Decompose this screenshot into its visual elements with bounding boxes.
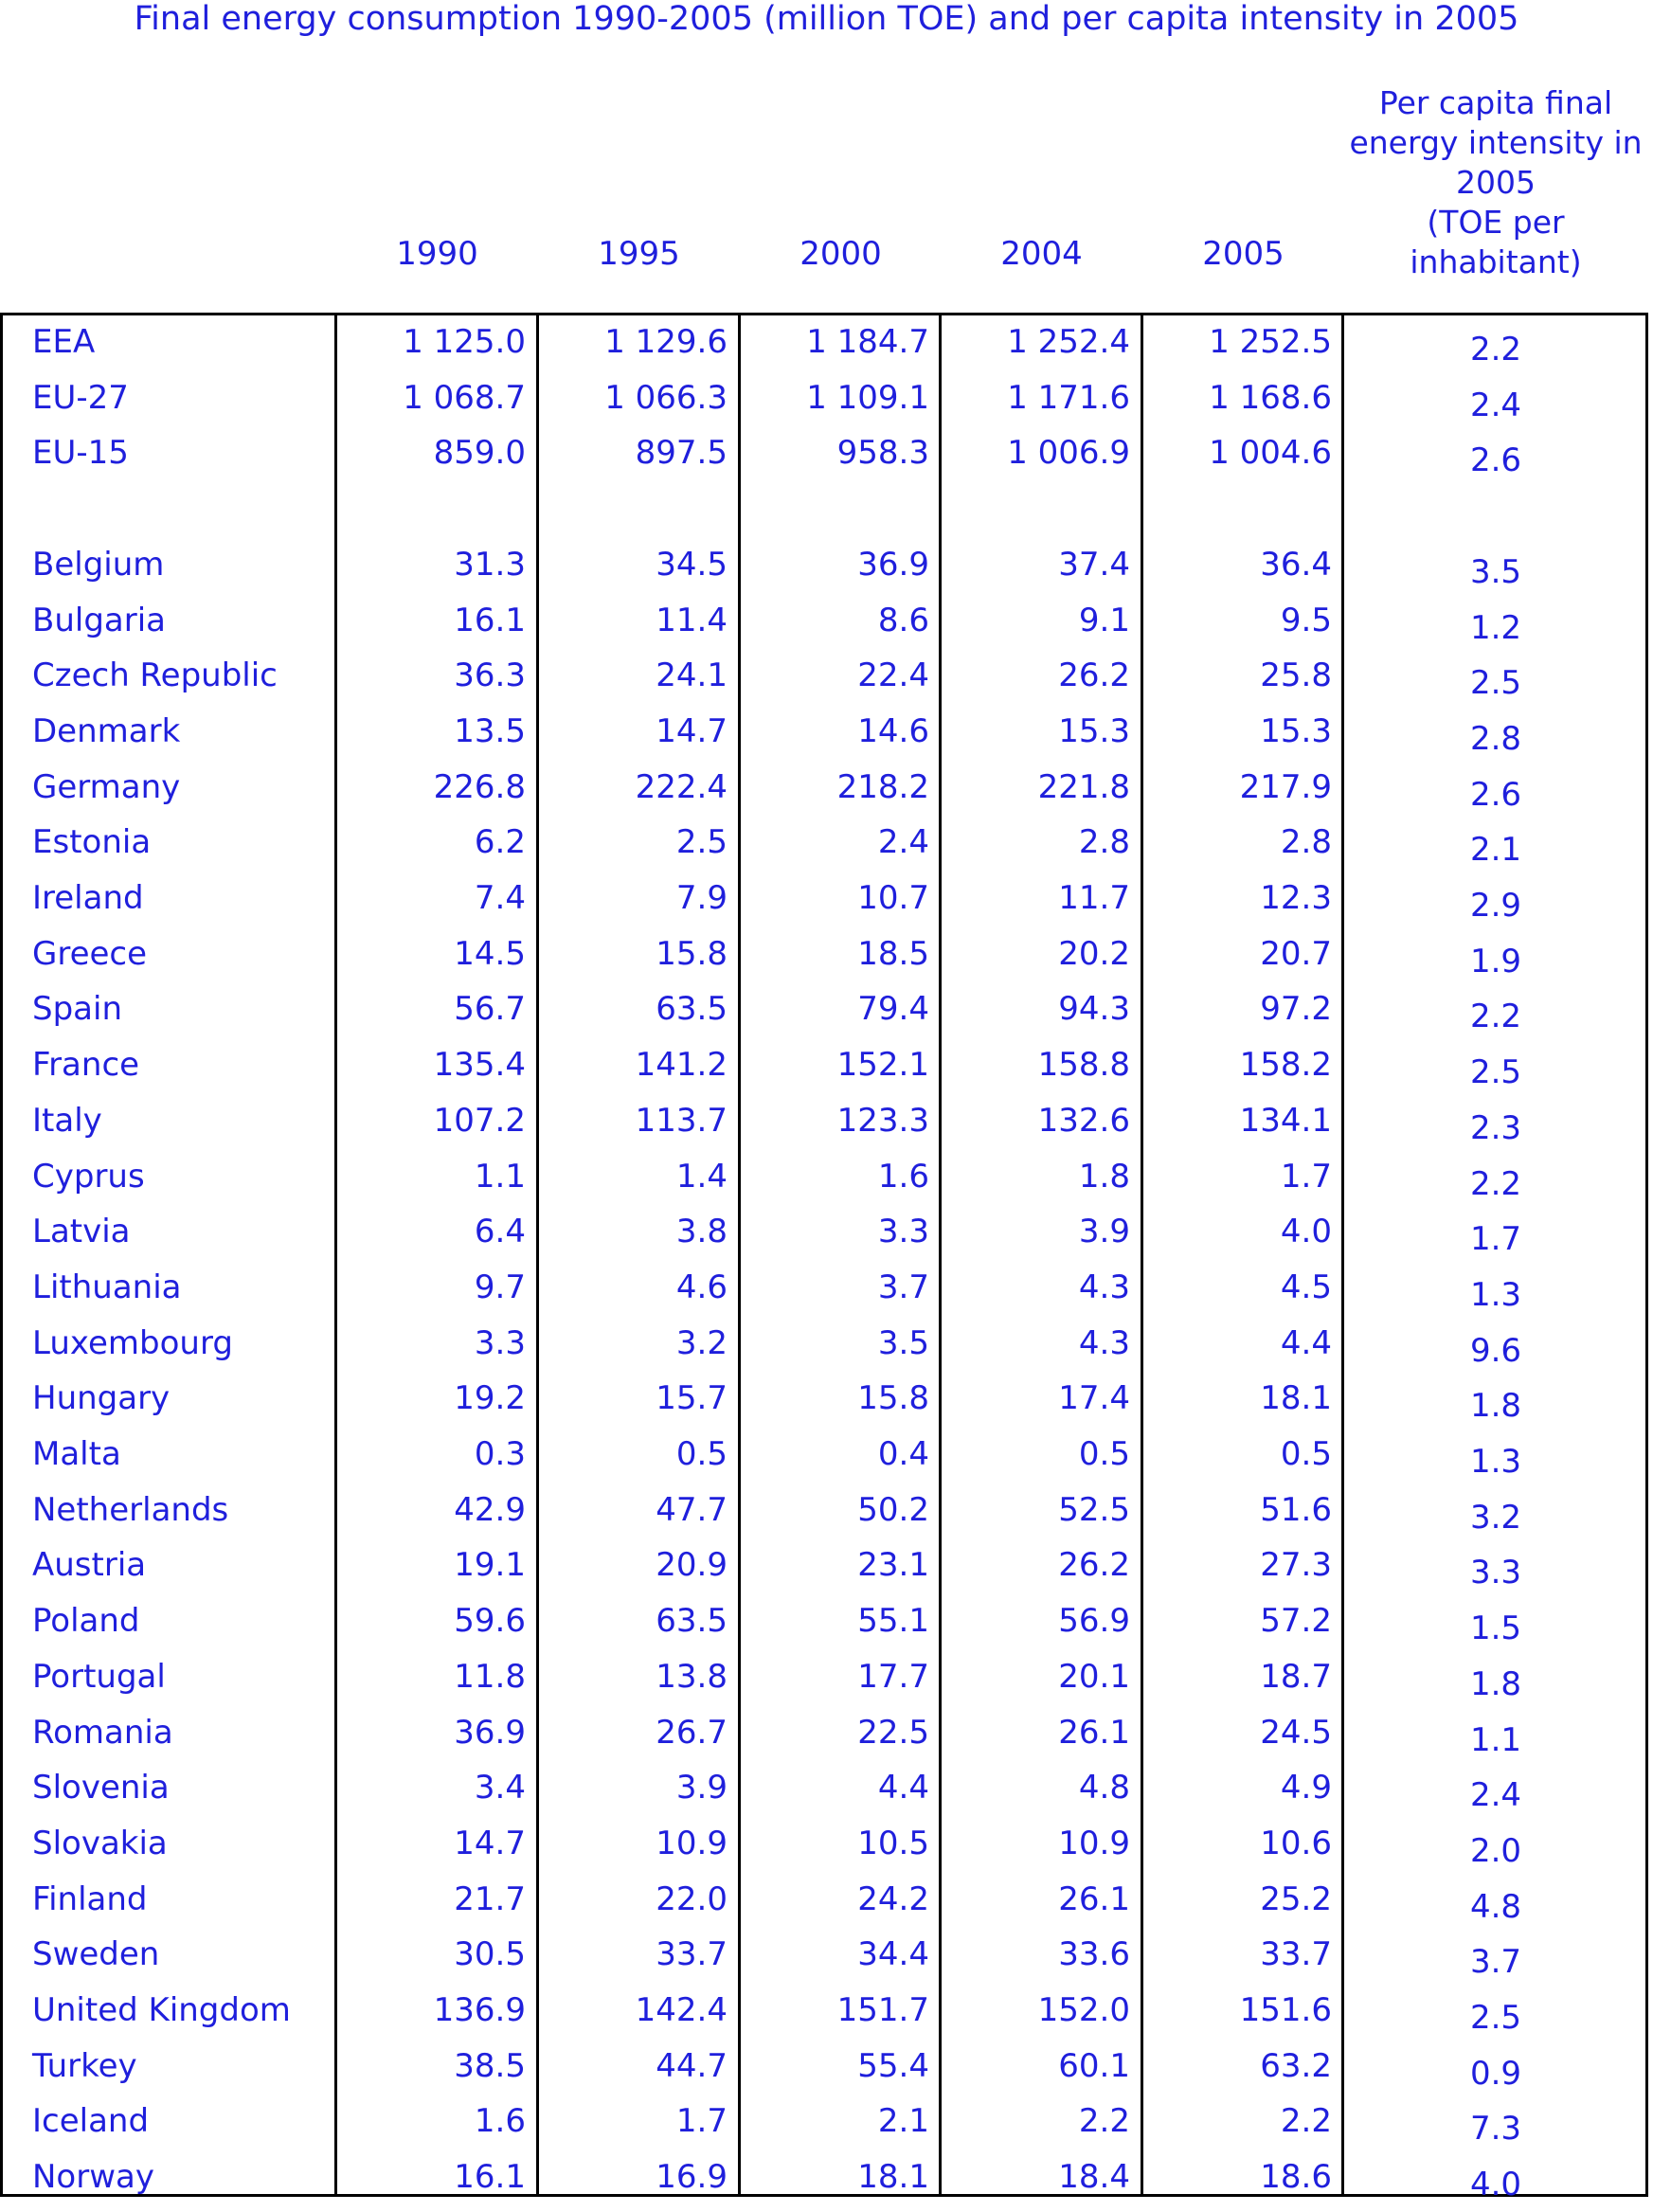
intensity-value: 2.4 (1469, 386, 1522, 424)
intensity-value: 2.1 (1469, 831, 1522, 870)
cell-value: 3.9 (1078, 1213, 1130, 1251)
table-row (0, 1204, 1653, 1259)
intensity-value: 2.9 (1469, 887, 1522, 925)
cell-value: 13.5 (454, 711, 526, 750)
cell-value: 9.1 (1078, 601, 1130, 639)
country-name: Denmark (32, 711, 181, 750)
intensity-value: 2.2 (1469, 1164, 1522, 1203)
cell-value: 2.5 (675, 823, 728, 862)
cell-value: 55.1 (857, 1602, 929, 1641)
cell-value: 18.4 (1058, 2158, 1130, 2197)
table-row (0, 760, 1653, 815)
country-name: Cyprus (32, 1157, 145, 1196)
cell-value: 217.9 (1239, 767, 1332, 806)
intensity-value: 2.5 (1469, 1053, 1522, 1092)
table-row (0, 1149, 1653, 1204)
cell-value: 6.4 (474, 1213, 526, 1251)
intensity-value: 2.2 (1469, 331, 1522, 369)
table-row (0, 1872, 1653, 1927)
cell-value: 859.0 (433, 434, 526, 473)
cell-value: 22.0 (656, 1879, 728, 1918)
cell-value: 11.4 (656, 601, 728, 639)
country-name: Netherlands (32, 1490, 229, 1529)
table-row (0, 1593, 1653, 1648)
year-header: 1995 (598, 235, 680, 273)
table-row (0, 593, 1653, 648)
cell-value: 20.7 (1260, 934, 1332, 973)
cell-value: 2.8 (1078, 823, 1130, 862)
table-row (0, 704, 1653, 759)
country-name: EEA (32, 323, 96, 361)
table-row (0, 1927, 1653, 1982)
table-row (0, 1760, 1653, 1815)
country-name: Iceland (32, 2102, 150, 2141)
cell-value: 11.8 (454, 1657, 526, 1696)
intensity-value: 2.4 (1469, 1776, 1522, 1815)
cell-value: 25.8 (1260, 656, 1332, 695)
country-name: France (32, 1046, 140, 1085)
country-name: EU-15 (32, 434, 129, 473)
cell-value: 44.7 (656, 2046, 728, 2085)
cell-value: 18.6 (1260, 2158, 1332, 2197)
intensity-value: 3.2 (1469, 1498, 1522, 1537)
cell-value: 4.8 (1078, 1769, 1130, 1807)
cell-value: 1 125.0 (403, 323, 526, 361)
cell-value: 1 066.3 (604, 378, 728, 417)
cell-value: 1.4 (675, 1157, 728, 1196)
cell-value: 1.1 (474, 1157, 526, 1196)
cell-value: 20.9 (656, 1546, 728, 1585)
page-title: Final energy consumption 1990-2005 (million TOE) and per capita intensity in 2005 (134, 0, 1519, 38)
cell-value: 14.6 (857, 711, 929, 750)
cell-value: 26.7 (656, 1713, 728, 1752)
cell-value: 3.3 (474, 1323, 526, 1362)
intensity-value: 3.7 (1469, 1943, 1522, 1982)
cell-value: 0.4 (877, 1435, 929, 1473)
intensity-value: 2.0 (1469, 1831, 1522, 1870)
country-name: Greece (32, 934, 148, 973)
cell-value: 1.8 (1078, 1157, 1130, 1196)
cell-value: 0.5 (1078, 1435, 1130, 1473)
table-row (0, 1427, 1653, 1482)
intensity-value: 4.8 (1469, 1887, 1522, 1926)
country-name: Turkey (32, 2046, 137, 2085)
country-name: Luxembourg (32, 1323, 233, 1362)
cell-value: 226.8 (433, 767, 526, 806)
intensity-value: 3.5 (1469, 552, 1522, 591)
intensity-value: 1.9 (1469, 942, 1522, 980)
cell-value: 1 004.6 (1209, 434, 1332, 473)
cell-value: 11.7 (1058, 879, 1130, 917)
cell-value: 221.8 (1037, 767, 1130, 806)
table-row (0, 815, 1653, 870)
cell-value: 21.7 (454, 1879, 526, 1918)
cell-value: 13.8 (656, 1657, 728, 1696)
cell-value: 42.9 (454, 1490, 526, 1529)
cell-value: 18.7 (1260, 1657, 1332, 1696)
country-name: Slovakia (32, 1824, 168, 1862)
cell-value: 26.1 (1058, 1879, 1130, 1918)
intensity-value: 9.6 (1469, 1331, 1522, 1370)
table-row (0, 1816, 1653, 1871)
cell-value: 1.6 (474, 2102, 526, 2141)
table-row (0, 871, 1653, 926)
country-name: Poland (32, 1602, 140, 1641)
cell-value: 34.4 (857, 1935, 929, 1974)
cell-value: 2.2 (1078, 2102, 1130, 2141)
cell-value: 3.2 (675, 1323, 728, 1362)
cell-value: 1.7 (675, 2102, 728, 2141)
cell-value: 55.4 (857, 2046, 929, 2085)
year-header: 2005 (1202, 235, 1285, 273)
cell-value: 15.8 (857, 1379, 929, 1418)
cell-value: 10.6 (1260, 1824, 1332, 1862)
cell-value: 57.2 (1260, 1602, 1332, 1641)
cell-value: 3.4 (474, 1769, 526, 1807)
table-row (0, 1483, 1653, 1538)
cell-value: 3.5 (877, 1323, 929, 1362)
country-name: Romania (32, 1713, 173, 1752)
intensity-value: 2.6 (1469, 441, 1522, 480)
cell-value: 36.9 (454, 1713, 526, 1752)
cell-value: 30.5 (454, 1935, 526, 1974)
cell-value: 19.1 (454, 1546, 526, 1585)
intensity-value: 1.8 (1469, 1664, 1522, 1703)
cell-value: 135.4 (433, 1046, 526, 1085)
table-row (0, 1316, 1653, 1371)
cell-value: 3.7 (877, 1268, 929, 1306)
cell-value: 25.2 (1260, 1879, 1332, 1918)
table-row (0, 981, 1653, 1036)
cell-value: 1 068.7 (403, 378, 526, 417)
intensity-value: 1.2 (1469, 608, 1522, 647)
cell-value: 12.3 (1260, 879, 1332, 917)
cell-value: 2.1 (877, 2102, 929, 2141)
cell-value: 15.7 (656, 1379, 728, 1418)
cell-value: 18.5 (857, 934, 929, 973)
cell-value: 24.1 (656, 656, 728, 695)
cell-value: 2.8 (1280, 823, 1332, 862)
cell-value: 24.2 (857, 1879, 929, 1918)
column-headers (0, 0, 1653, 313)
cell-value: 26.2 (1058, 1546, 1130, 1585)
intensity-value: 2.5 (1469, 664, 1522, 703)
cell-value: 4.4 (1280, 1323, 1332, 1362)
cell-value: 9.5 (1280, 601, 1332, 639)
cell-value: 15.3 (1058, 711, 1130, 750)
cell-value: 22.5 (857, 1713, 929, 1752)
cell-value: 33.7 (1260, 1935, 1332, 1974)
country-name: Slovenia (32, 1769, 170, 1807)
country-name: Spain (32, 990, 122, 1029)
intensity-header: Per capita final energy intensity in 2005 (TOE per inhabitant) (1349, 84, 1643, 280)
intensity-value: 1.7 (1469, 1220, 1522, 1259)
cell-value: 22.4 (857, 656, 929, 695)
country-name: Bulgaria (32, 601, 166, 639)
cell-value: 27.3 (1260, 1546, 1332, 1585)
cell-value: 4.4 (877, 1769, 929, 1807)
cell-value: 36.9 (857, 545, 929, 584)
cell-value: 9.7 (474, 1268, 526, 1306)
table-row (0, 648, 1653, 703)
intensity-value: 2.6 (1469, 775, 1522, 814)
cell-value: 4.0 (1280, 1213, 1332, 1251)
table-row (0, 315, 1653, 369)
cell-value: 0.3 (474, 1435, 526, 1473)
table-row (0, 1649, 1653, 1704)
cell-value: 20.2 (1058, 934, 1130, 973)
cell-value: 94.3 (1058, 990, 1130, 1029)
cell-value: 4.5 (1280, 1268, 1332, 1306)
cell-value: 7.9 (675, 879, 728, 917)
cell-value: 3.9 (675, 1769, 728, 1807)
cell-value: 1 006.9 (1007, 434, 1130, 473)
cell-value: 51.6 (1260, 1490, 1332, 1529)
cell-value: 16.9 (656, 2158, 728, 2197)
cell-value: 1.7 (1280, 1157, 1332, 1196)
intensity-value: 4.0 (1469, 2166, 1522, 2204)
cell-value: 2.4 (877, 823, 929, 862)
cell-value: 222.4 (635, 767, 728, 806)
cell-value: 142.4 (635, 1991, 728, 2029)
cell-value: 63.5 (656, 990, 728, 1029)
cell-value: 60.1 (1058, 2046, 1130, 2085)
cell-value: 33.7 (656, 1935, 728, 1974)
cell-value: 4.3 (1078, 1323, 1130, 1362)
cell-value: 14.7 (656, 711, 728, 750)
country-name: EU-27 (32, 378, 129, 417)
cell-value: 1 171.6 (1007, 378, 1130, 417)
cell-value: 136.9 (433, 1991, 526, 2029)
intensity-value: 2.8 (1469, 719, 1522, 758)
intensity-value: 1.3 (1469, 1443, 1522, 1481)
table-row (0, 1983, 1653, 2038)
cell-value: 33.6 (1058, 1935, 1130, 1974)
year-header: 1990 (396, 235, 478, 273)
country-name: Norway (32, 2158, 154, 2197)
cell-value: 15.8 (656, 934, 728, 973)
cell-value: 141.2 (635, 1046, 728, 1085)
cell-value: 26.2 (1058, 656, 1130, 695)
cell-value: 50.2 (857, 1490, 929, 1529)
table-row (0, 1093, 1653, 1148)
country-name: Italy (32, 1101, 102, 1140)
country-name: Czech Republic (32, 656, 278, 695)
cell-value: 4.6 (675, 1268, 728, 1306)
intensity-value: 1.3 (1469, 1275, 1522, 1314)
country-name: Sweden (32, 1935, 160, 1974)
cell-value: 34.5 (656, 545, 728, 584)
table-row (0, 2039, 1653, 2094)
country-name: Portugal (32, 1657, 166, 1696)
cell-value: 24.5 (1260, 1713, 1332, 1752)
cell-value: 958.3 (836, 434, 929, 473)
country-name: Germany (32, 767, 181, 806)
cell-value: 1 129.6 (604, 323, 728, 361)
table-row (0, 2149, 1653, 2204)
cell-value: 56.7 (454, 990, 526, 1029)
cell-value: 17.7 (857, 1657, 929, 1696)
cell-value: 63.2 (1260, 2046, 1332, 2085)
cell-value: 1 109.1 (806, 378, 929, 417)
intensity-value: 1.5 (1469, 1610, 1522, 1648)
table-row (0, 537, 1653, 592)
cell-value: 897.5 (635, 434, 728, 473)
cell-value: 38.5 (454, 2046, 526, 2085)
cell-value: 15.3 (1260, 711, 1332, 750)
table-row (0, 1705, 1653, 1760)
country-name: Lithuania (32, 1268, 182, 1306)
country-name: United Kingdom (32, 1991, 291, 2029)
intensity-value: 0.9 (1469, 2054, 1522, 2093)
cell-value: 63.5 (656, 1602, 728, 1641)
cell-value: 4.9 (1280, 1769, 1332, 1807)
intensity-value: 2.2 (1469, 998, 1522, 1036)
cell-value: 152.1 (836, 1046, 929, 1085)
table-row (0, 1538, 1653, 1592)
cell-value: 97.2 (1260, 990, 1332, 1029)
intensity-value: 2.3 (1469, 1108, 1522, 1147)
cell-value: 132.6 (1037, 1101, 1130, 1140)
cell-value: 10.7 (857, 879, 929, 917)
cell-value: 36.3 (454, 656, 526, 695)
country-name: Malta (32, 1435, 121, 1473)
cell-value: 14.5 (454, 934, 526, 973)
cell-value: 52.5 (1058, 1490, 1130, 1529)
cell-value: 79.4 (857, 990, 929, 1029)
cell-value: 3.8 (675, 1213, 728, 1251)
country-name: Estonia (32, 823, 152, 862)
table-row (0, 2094, 1653, 2149)
cell-value: 31.3 (454, 545, 526, 584)
table-row (0, 1037, 1653, 1092)
cell-value: 0.5 (1280, 1435, 1332, 1473)
cell-value: 2.2 (1280, 2102, 1332, 2141)
cell-value: 37.4 (1058, 545, 1130, 584)
cell-value: 10.9 (1058, 1824, 1130, 1862)
country-name: Hungary (32, 1379, 171, 1418)
country-name: Austria (32, 1546, 147, 1585)
country-name: Latvia (32, 1213, 131, 1251)
cell-value: 1 252.5 (1209, 323, 1332, 361)
cell-value: 36.4 (1260, 545, 1332, 584)
cell-value: 14.7 (454, 1824, 526, 1862)
table-row (0, 1260, 1653, 1315)
cell-value: 7.4 (474, 879, 526, 917)
cell-value: 6.2 (474, 823, 526, 862)
intensity-value: 1.8 (1469, 1387, 1522, 1426)
cell-value: 47.7 (656, 1490, 728, 1529)
cell-value: 10.9 (656, 1824, 728, 1862)
country-name: Belgium (32, 545, 165, 584)
cell-value: 134.1 (1239, 1101, 1332, 1140)
cell-value: 1 252.4 (1007, 323, 1130, 361)
cell-value: 17.4 (1058, 1379, 1130, 1418)
cell-value: 1.6 (877, 1157, 929, 1196)
cell-value: 3.3 (877, 1213, 929, 1251)
intensity-value: 7.3 (1469, 2110, 1522, 2149)
year-header: 2004 (1000, 235, 1083, 273)
table-row (0, 926, 1653, 981)
cell-value: 20.1 (1058, 1657, 1130, 1696)
cell-value: 218.2 (836, 767, 929, 806)
cell-value: 16.1 (454, 601, 526, 639)
cell-value: 26.1 (1058, 1713, 1130, 1752)
cell-value: 19.2 (454, 1379, 526, 1418)
cell-value: 113.7 (635, 1101, 728, 1140)
intensity-value: 1.1 (1469, 1720, 1522, 1759)
cell-value: 56.9 (1058, 1602, 1130, 1641)
table-row (0, 370, 1653, 425)
cell-value: 151.6 (1239, 1991, 1332, 2029)
cell-value: 151.7 (836, 1991, 929, 2029)
table-row (0, 1371, 1653, 1426)
cell-value: 1 184.7 (806, 323, 929, 361)
cell-value: 16.1 (454, 2158, 526, 2197)
cell-value: 158.2 (1239, 1046, 1332, 1085)
cell-value: 1 168.6 (1209, 378, 1332, 417)
cell-value: 158.8 (1037, 1046, 1130, 1085)
country-name: Finland (32, 1879, 148, 1918)
intensity-value: 2.5 (1469, 1999, 1522, 2037)
table-row (0, 425, 1653, 480)
cell-value: 10.5 (857, 1824, 929, 1862)
cell-value: 8.6 (877, 601, 929, 639)
cell-value: 107.2 (433, 1101, 526, 1140)
intensity-value: 3.3 (1469, 1554, 1522, 1592)
cell-value: 4.3 (1078, 1268, 1130, 1306)
cell-value: 18.1 (857, 2158, 929, 2197)
year-header: 2000 (800, 235, 882, 273)
cell-value: 18.1 (1260, 1379, 1332, 1418)
country-name: Ireland (32, 879, 144, 917)
cell-value: 59.6 (454, 1602, 526, 1641)
cell-value: 152.0 (1037, 1991, 1130, 2029)
cell-value: 23.1 (857, 1546, 929, 1585)
cell-value: 0.5 (675, 1435, 728, 1473)
cell-value: 123.3 (836, 1101, 929, 1140)
